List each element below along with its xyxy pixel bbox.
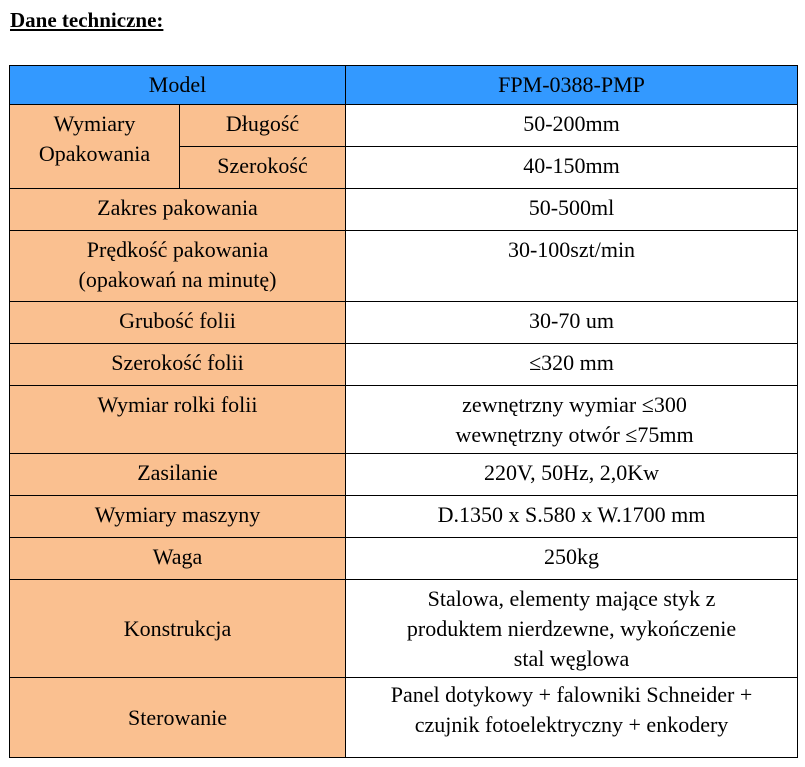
row-value xyxy=(346,386,798,454)
row-value-line: 30-100szt/min xyxy=(507,237,636,262)
row-value-line: Panel dotykowy + falowniki Schneider + xyxy=(390,682,753,707)
page-heading: Dane techniczne: xyxy=(10,8,164,32)
packaging-group-line: Opakowania xyxy=(38,141,151,166)
row-value xyxy=(346,580,798,678)
row-label xyxy=(10,678,346,758)
row-value xyxy=(346,678,798,758)
table-row xyxy=(10,302,798,344)
table-row xyxy=(10,105,798,147)
row-value-line: zewnętrzny wymiar ≤300 xyxy=(462,392,687,417)
row-label xyxy=(10,231,346,302)
row-label-line: Zakres pakowania xyxy=(97,195,258,220)
row-value-line: 250kg xyxy=(544,544,600,569)
table-row xyxy=(10,580,798,678)
row-value-line: produktem nierdzewne, wykończenie xyxy=(406,616,737,641)
row-label xyxy=(10,189,346,231)
table-row xyxy=(10,344,798,386)
row-value-line: 50-500ml xyxy=(528,195,615,220)
row-label xyxy=(10,496,346,538)
table-row xyxy=(10,386,798,454)
row-label xyxy=(10,538,346,580)
width-value: 40-150mm xyxy=(346,147,798,189)
table-row xyxy=(10,496,798,538)
row-label-line: Wymiary maszyny xyxy=(94,502,261,527)
table-row xyxy=(10,678,798,758)
row-value xyxy=(346,189,798,231)
row-value xyxy=(346,454,798,496)
row-value xyxy=(346,538,798,580)
table-row xyxy=(10,538,798,580)
table-row xyxy=(10,231,798,302)
row-value-line: ≤320 mm xyxy=(529,350,614,375)
row-value-line: 30-70 um xyxy=(529,308,614,333)
row-label-line: (opakowań na minutę) xyxy=(78,267,277,292)
table-row xyxy=(10,189,798,231)
header-model-value: FPM-0388-PMP xyxy=(346,66,798,105)
row-label-line: Wymiar rolki folii xyxy=(97,392,258,417)
packaging-group-label xyxy=(10,105,180,189)
spec-table xyxy=(9,65,798,758)
row-label-line: Sterowanie xyxy=(128,704,227,730)
row-value xyxy=(346,496,798,538)
row-value-line: Stalowa, elementy mające styk z xyxy=(427,586,716,611)
table-header-row xyxy=(10,66,798,105)
row-value xyxy=(346,344,798,386)
row-value-line: stal węglowa xyxy=(513,646,630,671)
row-label-line: Szerokość folii xyxy=(111,350,244,375)
table-row xyxy=(10,454,798,496)
row-label xyxy=(10,302,346,344)
row-label-line: Prędkość pakowania xyxy=(86,237,269,262)
row-value xyxy=(346,302,798,344)
header-model-label: Model xyxy=(10,66,346,105)
row-label xyxy=(10,454,346,496)
row-label-line: Zasilanie xyxy=(137,460,218,485)
row-value-line: D.1350 x S.580 x W.1700 mm xyxy=(437,502,706,527)
row-value xyxy=(346,231,798,302)
row-label-line: Grubość folii xyxy=(119,308,236,333)
length-label: Długość xyxy=(180,105,346,147)
row-value-line: wewnętrzny otwór ≤75mm xyxy=(455,422,694,447)
row-value-line: czujnik fotoelektryczny + enkodery xyxy=(414,712,729,737)
row-label-line: Waga xyxy=(152,544,203,569)
width-label: Szerokość xyxy=(180,147,346,189)
packaging-group-line: Wymiary xyxy=(53,111,136,136)
row-label xyxy=(10,386,346,454)
row-label xyxy=(10,580,346,678)
length-value: 50-200mm xyxy=(346,105,798,147)
row-label-line: Konstrukcja xyxy=(123,615,232,641)
row-label xyxy=(10,344,346,386)
row-value-line: 220V, 50Hz, 2,0Kw xyxy=(484,460,659,485)
